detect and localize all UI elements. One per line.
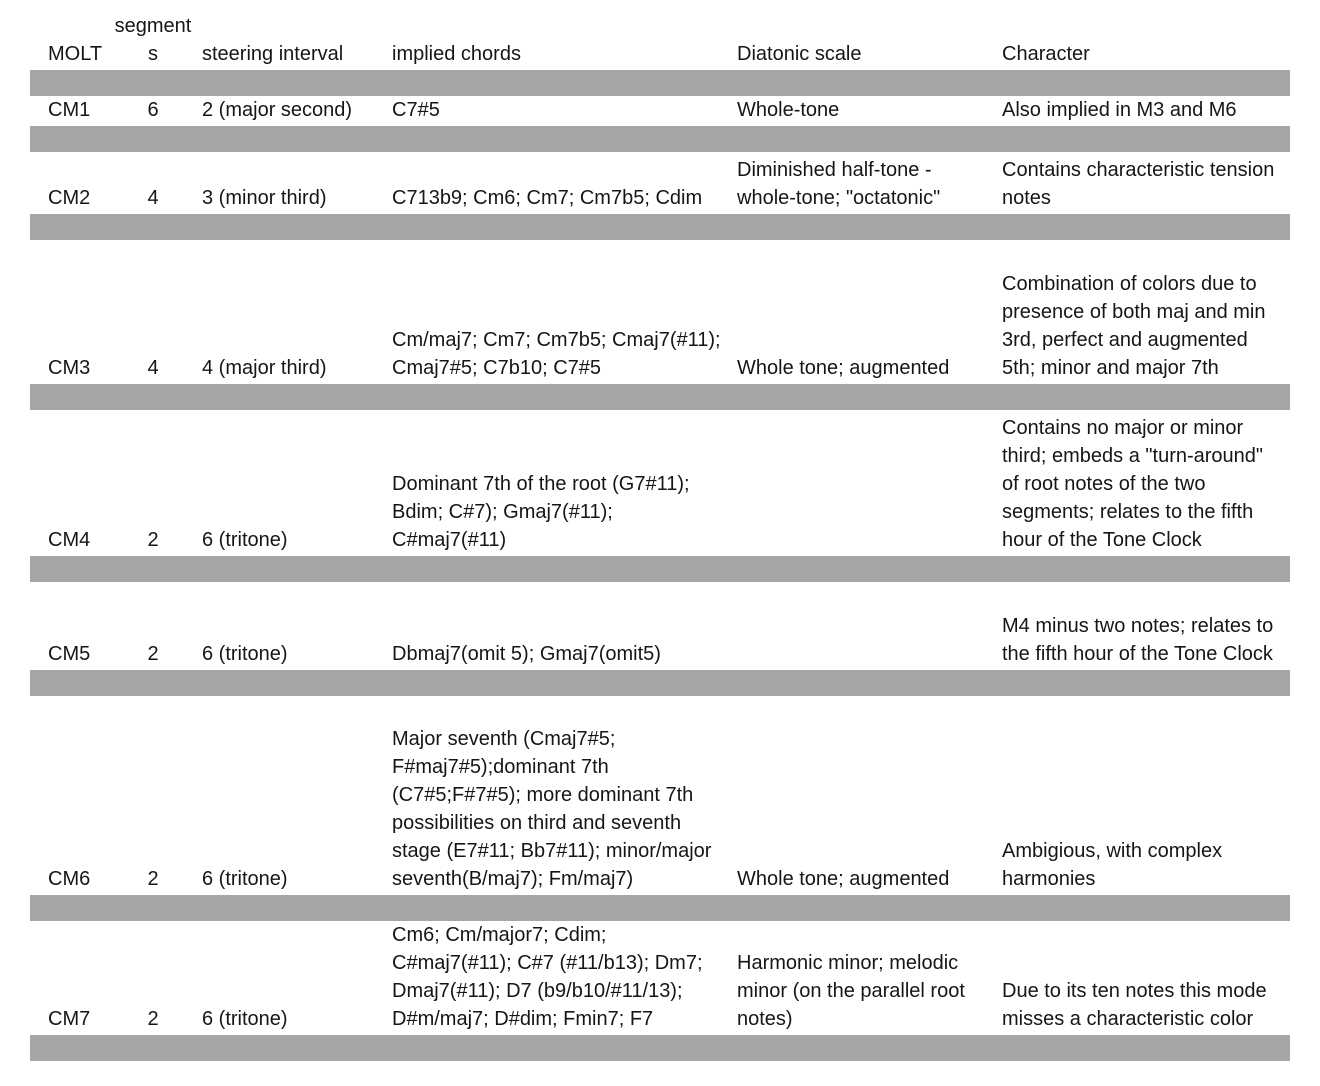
cell-diatonic-scale: Whole tone; augmented — [737, 357, 950, 379]
col-header-segments: segments — [114, 15, 192, 65]
cell-steering-interval: 2 (major second) — [202, 99, 353, 121]
cell-character: Combination of colors due to presence of both maj and min 3rd, perfect and augmented 5th; minor and major 7th — [1002, 273, 1266, 379]
cell-implied-chords: Dominant 7th of the root (G7#11); Bdim; C#7); Gmaj7(#11); C#maj7(#11) — [392, 473, 690, 551]
molt-table — [30, 12, 1290, 1061]
col-header-steering-interval: steering interval — [202, 43, 344, 65]
cell-character: Contains no major or minor third; embeds a "turn-around" of root notes of the two segments; relates to the fifth hour of the Tone Clock — [1002, 417, 1264, 551]
cell-segments: 2 — [147, 529, 159, 551]
cell-diatonic-scale — [735, 410, 1000, 556]
cell-implied-chords: Cm6; Cm/major7; Cdim; C#maj7(#11); C#7 (#11/b13); Dm7; Dmaj7(#11); D7 (b9/b10/#11/13); D#m/maj7; D#dim; Fmin7; F7 — [392, 924, 703, 1030]
cell-segments: 2 — [147, 868, 159, 890]
cell-diatonic-scale: Whole-tone — [737, 99, 840, 121]
col-header-character: Character — [1002, 43, 1090, 65]
cell-steering-interval: 6 (tritone) — [202, 643, 288, 665]
separator-bar — [30, 384, 1290, 410]
table-row-cm2 — [30, 152, 1290, 214]
cell-implied-chords: C713b9; Cm6; Cm7; Cm7b5; Cdim — [392, 187, 703, 209]
cell-molt: CM1 — [48, 99, 91, 121]
cell-molt: CM3 — [48, 357, 91, 379]
cell-segments: 6 — [147, 99, 159, 121]
cell-character: Also implied in M3 and M6 — [1002, 99, 1237, 121]
separator-bar — [30, 214, 1290, 240]
cell-steering-interval: 3 (minor third) — [202, 187, 327, 209]
col-header-molt: MOLT — [48, 43, 103, 65]
table-row-cm4 — [30, 410, 1290, 556]
table-row-cm6 — [30, 696, 1290, 895]
cell-steering-interval: 4 (major third) — [202, 357, 327, 379]
table-row-cm5 — [30, 582, 1290, 670]
cell-implied-chords: Dbmaj7(omit 5); Gmaj7(omit5) — [392, 643, 661, 665]
separator-bar — [30, 895, 1290, 921]
cell-character: M4 minus two notes; relates to the fifth hour of the Tone Clock — [1002, 615, 1274, 665]
cell-molt: CM4 — [48, 529, 91, 551]
col-header-implied-chords: implied chords — [392, 43, 521, 65]
cell-implied-chords: Cm/maj7; Cm7; Cm7b5; Cmaj7(#11); Cmaj7#5; C7b10; C7#5 — [392, 329, 721, 379]
cell-steering-interval: 6 (tritone) — [202, 1008, 288, 1030]
cell-diatonic-scale: Diminished half-tone - whole-tone; "octatonic" — [737, 159, 941, 209]
cell-steering-interval: 6 (tritone) — [202, 529, 288, 551]
cell-diatonic-scale — [735, 582, 1000, 670]
header-row — [30, 12, 1290, 70]
cell-character: Ambigious, with complex harmonies — [1002, 840, 1223, 890]
cell-implied-chords: C7#5 — [392, 99, 440, 121]
cell-steering-interval: 6 (tritone) — [202, 868, 288, 890]
cell-segments: 2 — [147, 643, 159, 665]
cell-molt: CM2 — [48, 187, 91, 209]
cell-character: Contains characteristic tension notes — [1002, 159, 1275, 209]
cell-segments: 4 — [147, 187, 159, 209]
separator-bar — [30, 126, 1290, 152]
table-row-cm1 — [30, 96, 1290, 126]
separator-bar — [30, 670, 1290, 696]
cell-character: Due to its ten notes this mode misses a characteristic color — [1002, 980, 1267, 1030]
cell-molt: CM5 — [48, 643, 91, 665]
col-header-diatonic-scale: Diatonic scale — [737, 43, 862, 65]
separator-bar — [30, 1035, 1290, 1061]
separator-bar — [30, 556, 1290, 582]
table-row-cm3 — [30, 240, 1290, 384]
cell-diatonic-scale: Harmonic minor; melodic minor (on the parallel root notes) — [737, 952, 965, 1030]
separator-bar — [30, 70, 1290, 96]
table-row-cm7 — [30, 921, 1290, 1035]
cell-diatonic-scale: Whole tone; augmented — [737, 868, 950, 890]
cell-implied-chords: Major seventh (Cmaj7#5; F#maj7#5);dominant 7th (C7#5;F#7#5); more dominant 7th possibilities on third and seventh stage (E7#11; Bb7#11); minor/major seventh(B/maj7); Fm/maj7) — [392, 728, 712, 890]
cell-molt: CM6 — [48, 868, 91, 890]
cell-segments: 4 — [147, 357, 159, 379]
cell-molt: CM7 — [48, 1008, 91, 1030]
cell-segments: 2 — [147, 1008, 159, 1030]
